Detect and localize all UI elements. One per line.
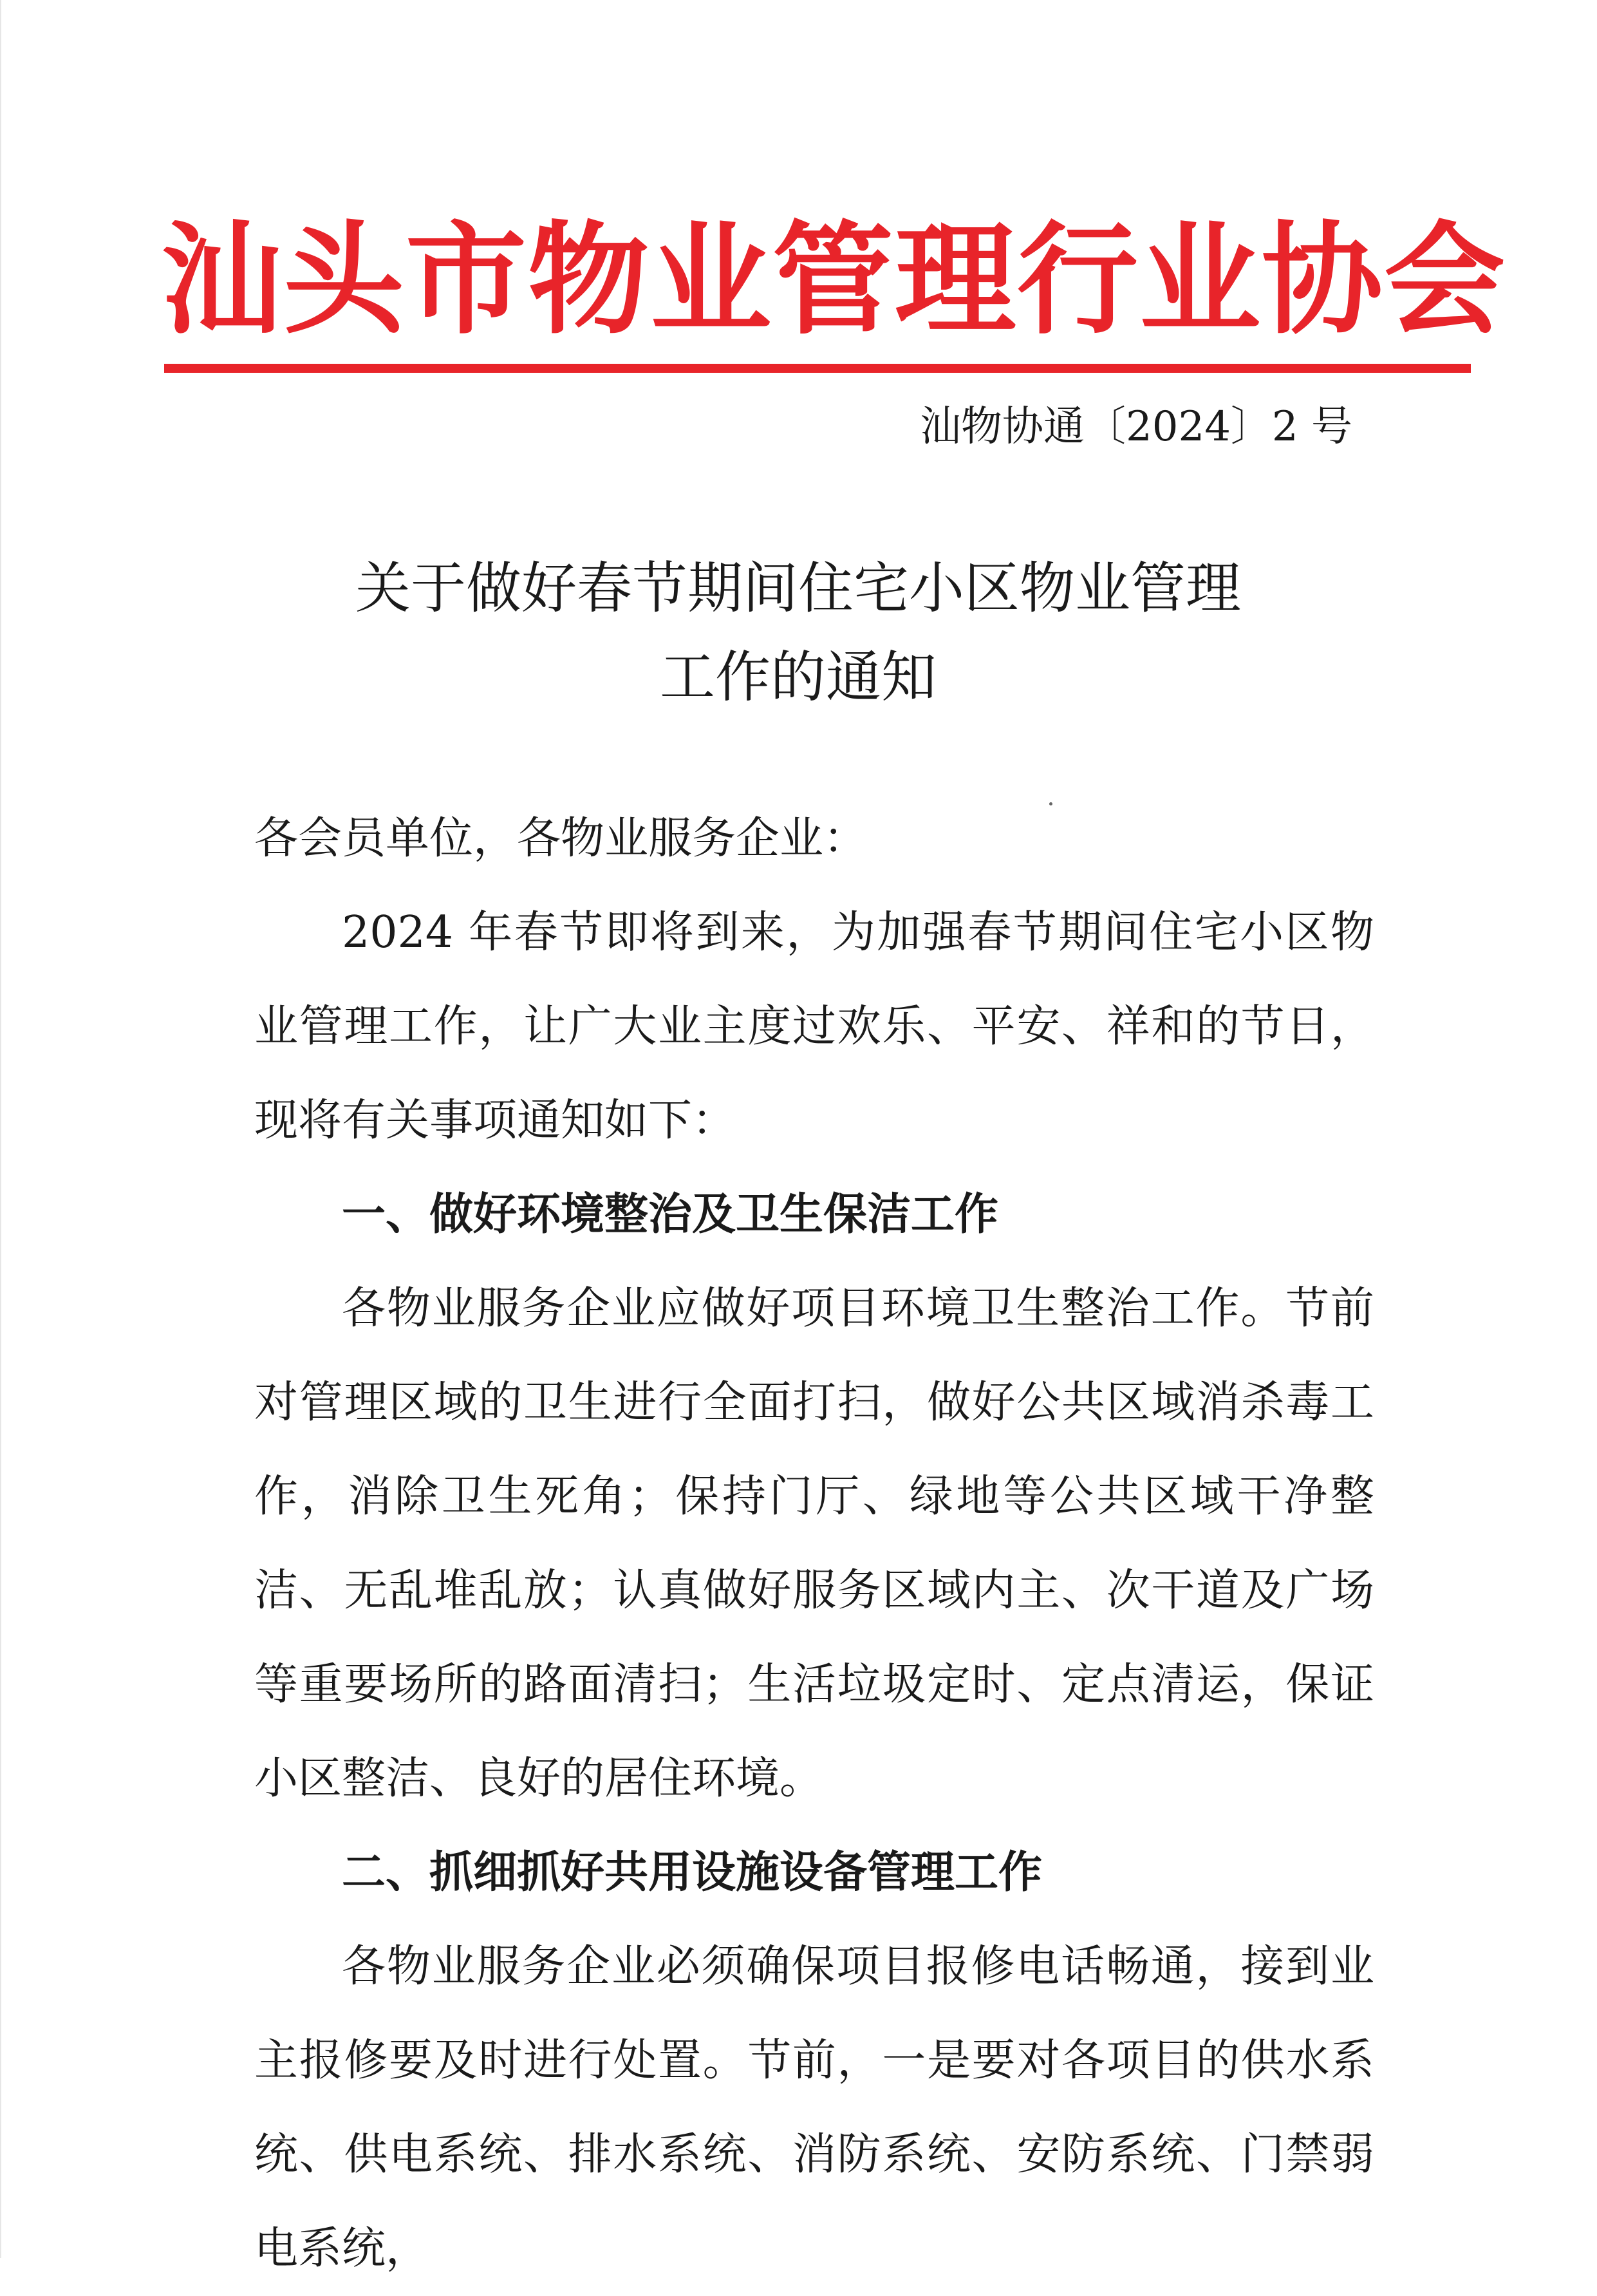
document-number: 汕物协通〔2024〕2 号 xyxy=(920,403,1352,451)
section-1-body: 各物业服务企业应做好项目环境卫生整治工作。节前对管理区域的卫生进行全面打扫，做好公共区域消杀毒工作，消除卫生死角；保持门厅、绿地等公共区域干净整洁、无乱堆乱放；认真做好服务区域内主、次干道及广场等重要场所的路面清扫；生活垃圾定时、定点清运，保证小区整洁、良好的居住环境。 xyxy=(254,1283,1374,1804)
letterhead-organization: 汕头市物业管理行业协会 xyxy=(161,209,1506,351)
title-line-2: 工作的通知 xyxy=(660,645,937,710)
letterhead-red-rule xyxy=(164,364,1471,373)
section-2-body: 各物业服务企业必须确保项目报修电话畅通，接到业主报修要及时进行处置。节前，一是要对各项目的供水系统、供电系统、排水系统、消防系统、安防系统、门禁弱电系统， xyxy=(254,1941,1374,2274)
section-2-heading: 二、抓细抓好共用设施设备管理工作 xyxy=(342,1847,1043,1898)
document-body xyxy=(254,792,1374,2296)
section-1-heading: 一、做好环境整治及卫生保洁工作 xyxy=(342,1189,999,1240)
page-left-edge xyxy=(0,0,1,2258)
intro-paragraph: 2024 年春节即将到来，为加强春节期间住宅小区物业管理工作，让广大业主度过欢乐、平安、祥和的节日，现将有关事项通知如下： xyxy=(254,907,1374,1146)
title-line-1: 关于做好春节期间住宅小区物业管理 xyxy=(355,556,1241,621)
salutation: 各会员单位，各物业服务企业： xyxy=(254,813,868,864)
document-title xyxy=(161,544,1435,722)
